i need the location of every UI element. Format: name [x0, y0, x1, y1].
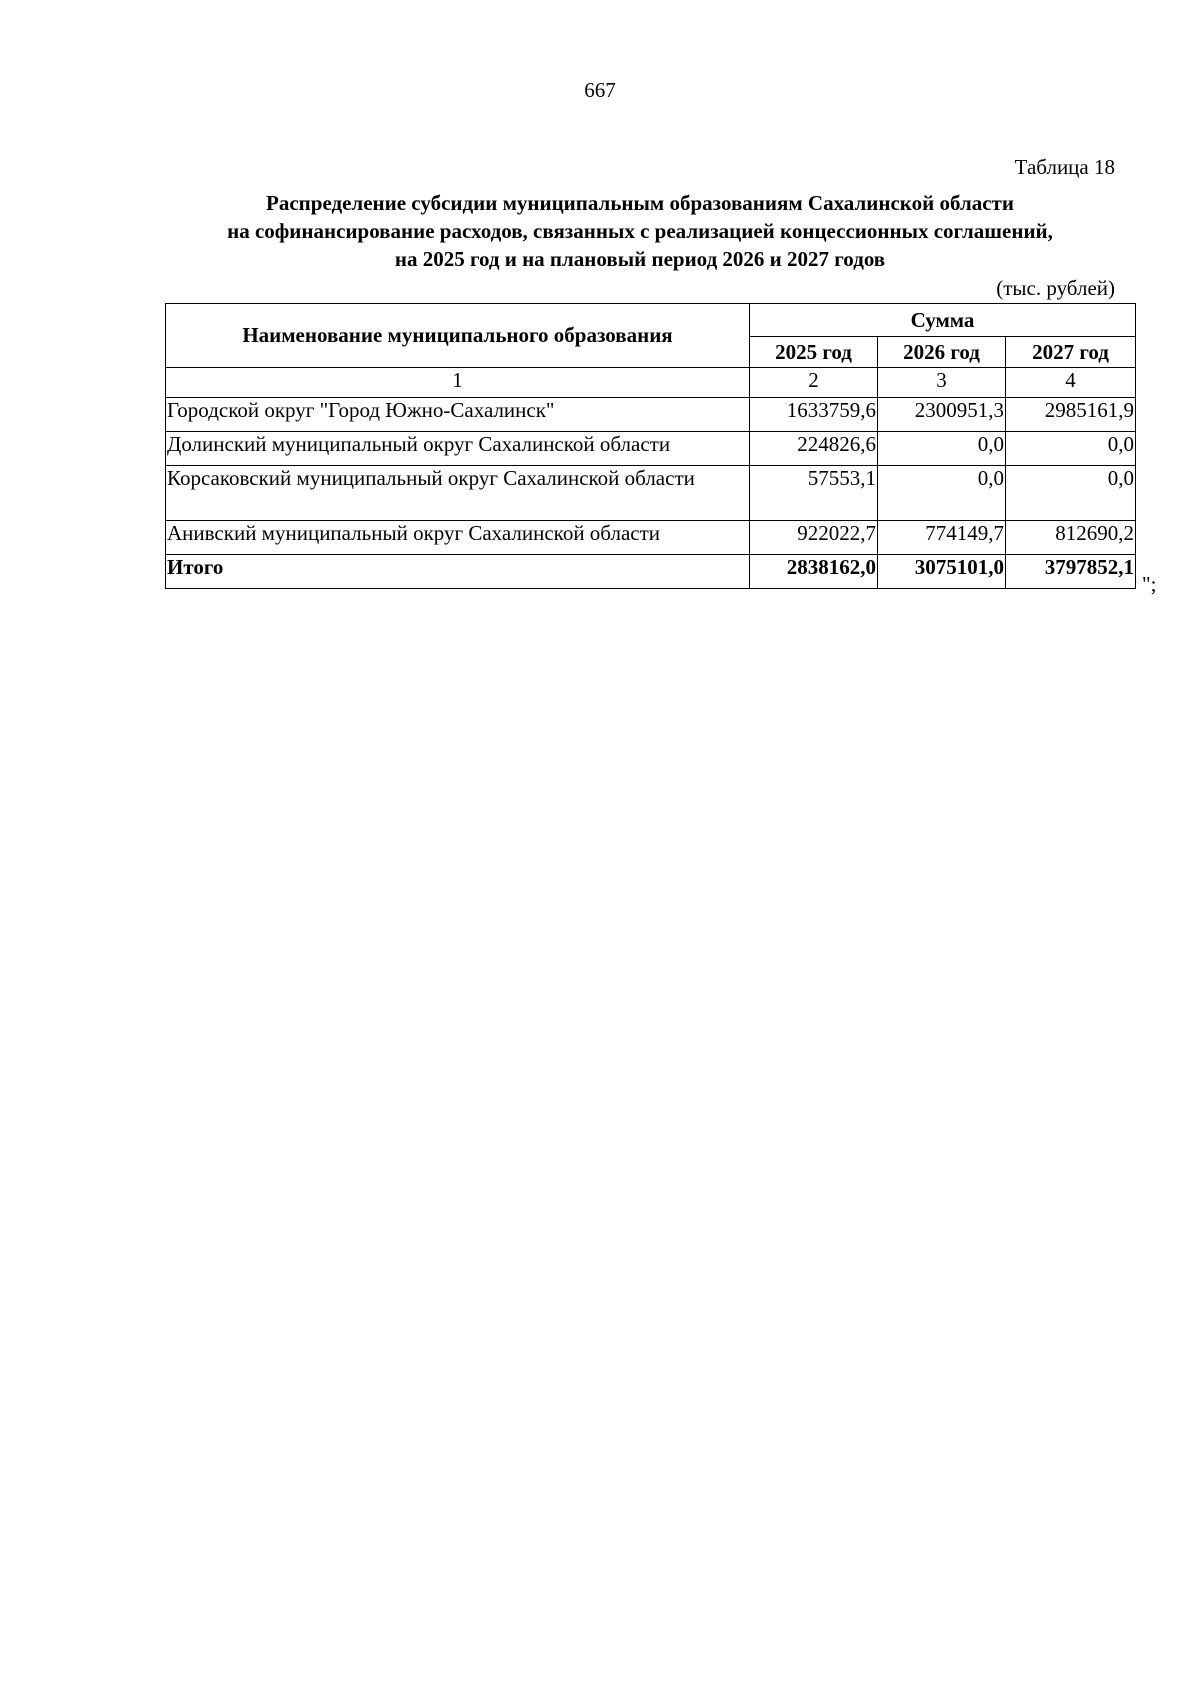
row-value-2027: 0,0	[1006, 432, 1136, 466]
row-value-2027: 812690,2	[1006, 521, 1136, 555]
total-label: Итого	[166, 555, 750, 589]
table-header-row	[166, 304, 1136, 337]
total-value-2027: 3797852,1	[1006, 555, 1136, 589]
header-year-2026: 2026 год	[878, 337, 1006, 368]
header-sum: Сумма	[750, 304, 1136, 337]
header-year-2025: 2025 год	[750, 337, 878, 368]
row-value-2026: 0,0	[878, 466, 1006, 521]
row-value-2027: 0,0	[1006, 466, 1136, 521]
row-value-2026: 0,0	[878, 432, 1006, 466]
row-name: Корсаковский муниципальный округ Сахалинской области	[166, 466, 750, 521]
table-row	[166, 466, 1136, 521]
header-year-2027: 2027 год	[1006, 337, 1136, 368]
column-index-row	[166, 368, 1136, 398]
row-value-2027: 2985161,9	[1006, 398, 1136, 432]
table-row	[166, 521, 1136, 555]
title-line-1: Распределение субсидии муниципальным образованиям Сахалинской области	[266, 191, 1014, 215]
closing-quote-mark: ";	[1142, 572, 1157, 596]
title-line-2: на софинансирование расходов, связанных с реализацией концессионных соглашений,	[227, 219, 1053, 243]
row-value-2025: 224826,6	[750, 432, 878, 466]
total-value-2026: 3075101,0	[878, 555, 1006, 589]
units-label: (тыс. рублей)	[996, 276, 1115, 300]
row-value-2025: 57553,1	[750, 466, 878, 521]
column-index: 1	[166, 368, 750, 398]
total-row	[166, 555, 1136, 589]
header-name: Наименование муниципального образования	[166, 304, 750, 368]
column-index: 4	[1006, 368, 1136, 398]
row-value-2025: 922022,7	[750, 521, 878, 555]
row-name: Долинский муниципальный округ Сахалинской области	[166, 432, 750, 466]
column-index: 2	[750, 368, 878, 398]
table-label: Таблица 18	[1014, 155, 1115, 179]
row-value-2025: 1633759,6	[750, 398, 878, 432]
document-title	[160, 189, 1120, 273]
title-line-3: на 2025 год и на плановый период 2026 и 2027 годов	[394, 247, 886, 271]
subsidy-table	[165, 303, 1136, 589]
table-row	[166, 432, 1136, 466]
row-value-2026: 2300951,3	[878, 398, 1006, 432]
row-name: Городской округ "Город Южно-Сахалинск"	[166, 398, 750, 432]
row-value-2026: 774149,7	[878, 521, 1006, 555]
row-name: Анивский муниципальный округ Сахалинской области	[166, 521, 750, 555]
table-row	[166, 398, 1136, 432]
page-number: 667	[584, 78, 616, 102]
column-index: 3	[878, 368, 1006, 398]
total-value-2025: 2838162,0	[750, 555, 878, 589]
